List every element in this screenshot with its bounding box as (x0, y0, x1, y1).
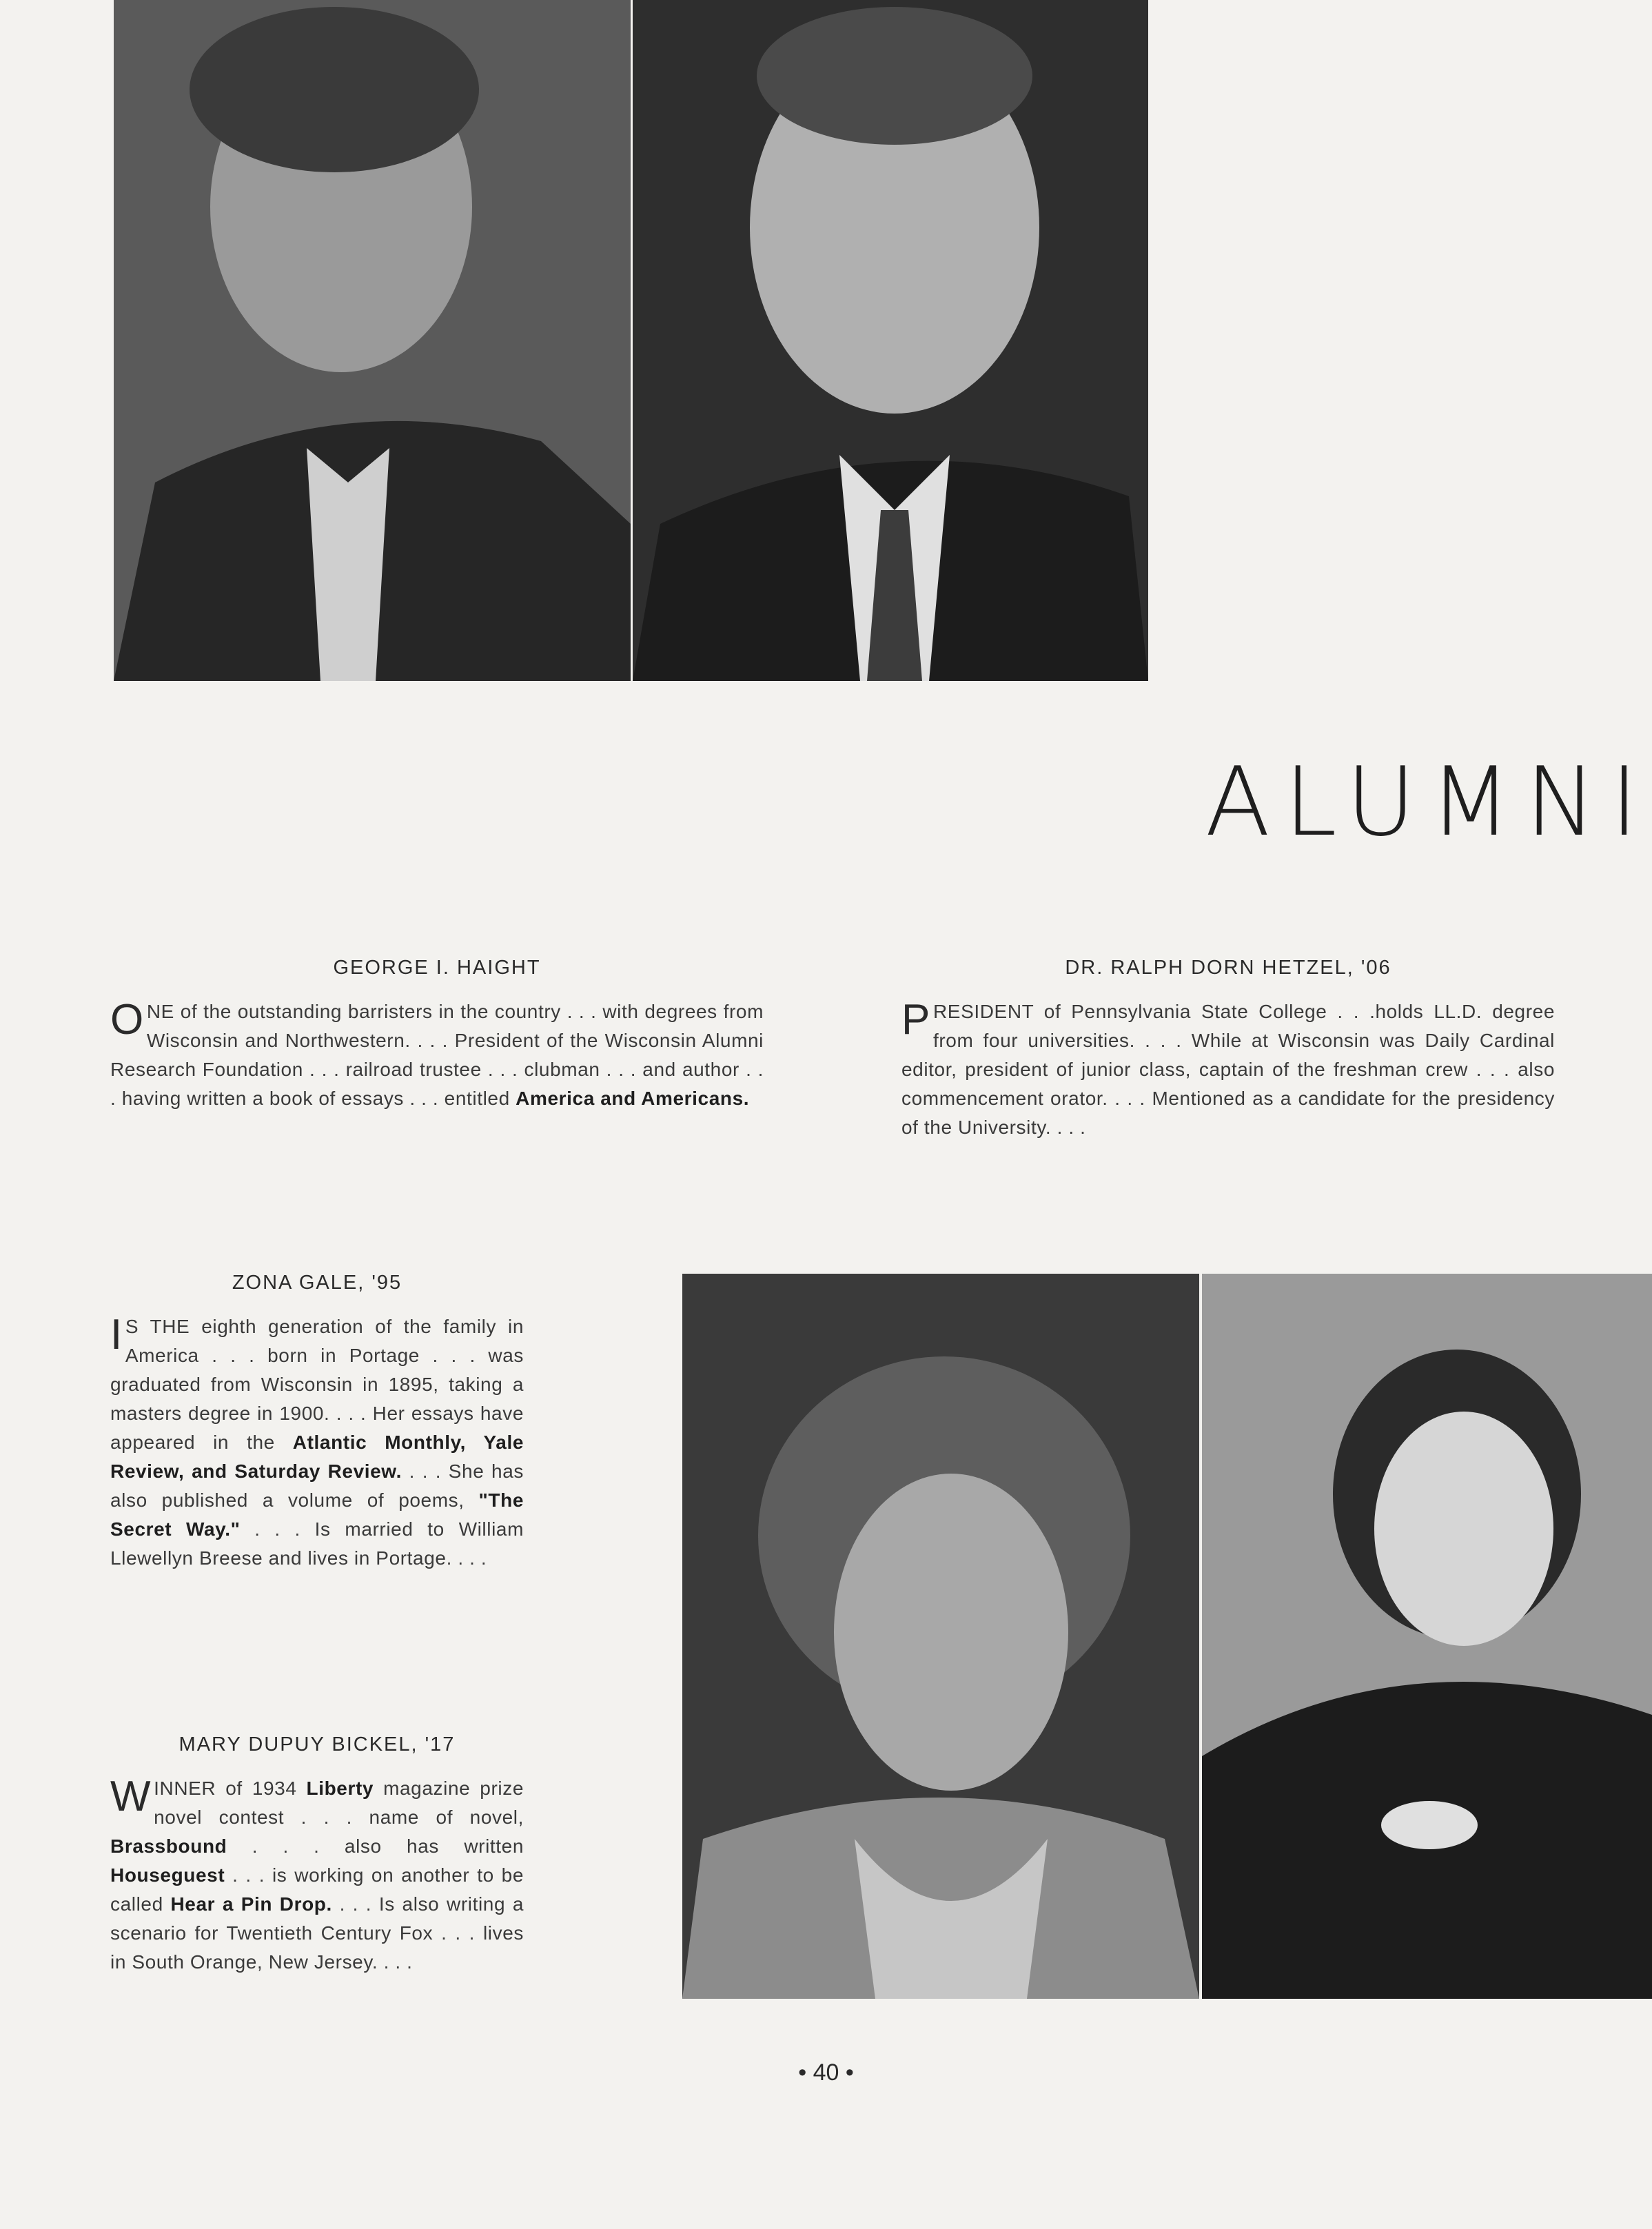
drop-cap: O (110, 996, 144, 1044)
bio-bickel (110, 1733, 524, 1977)
portrait-gale (682, 1274, 1199, 1999)
bio-text: ONE of the outstanding barristers in the country . . . with degrees from Wisconsin and Northwestern. . . . President of the Wisconsin Alumni Research Foundation . . . railroad trustee . . . clubman . . . and author . . . having written a book of essays . . . entitled America and Americans. (110, 996, 764, 1109)
drop-cap: I (110, 1311, 123, 1358)
bio-name: GEORGE I. HAIGHT (333, 957, 541, 979)
portrait-hetzel (633, 0, 1148, 681)
drop-cap: P (901, 996, 930, 1044)
bio-haight (110, 957, 764, 1113)
page-number: • 40 • (798, 2059, 854, 2086)
bio-name: MARY DUPUY BICKEL, '17 (179, 1733, 456, 1755)
bio-text: WINNER of 1934 Liberty magazine prize novel contest . . . name of novel, Brassbound . . . also has written Houseguest . . . is working on another to be called Hear a Pin Drop. . . . Is also writing a scenario for Twentieth Century Fox . . . lives in South Orange, New Jersey. . . . (110, 1773, 524, 1973)
portrait-bickel (1202, 1274, 1652, 1999)
section-heading: ALUMNI (1205, 746, 1652, 857)
bio-name: ZONA GALE, '95 (232, 1272, 402, 1294)
bio-text: PRESIDENT of Pennsylvania State College . . .holds LL.D. degree from four universities. . . . While at Wisconsin was Daily Cardinal editor, president of junior class, captain of the freshman crew . . . also commencement orator. . . . Mentioned as a candidate for the presidency of the University. . . . (901, 996, 1555, 1138)
portrait-haight (114, 0, 631, 681)
bio-hetzel (901, 957, 1555, 1142)
drop-cap: W (110, 1773, 152, 1820)
bio-gale (110, 1272, 524, 1573)
bio-text: I S THE eighth generation of the family in America . . . born in Portage . . . was graduated from Wisconsin in 1895, taking a masters degree in 1900. . . . Her essays have appeared in the Atlantic Monthly, Yale Review, and Saturday Review. . . . She has also published a volume of poems, "The Secret Way." . . . Is married to William Llewellyn Breese and lives in Portage. . . . (110, 1311, 524, 1569)
bio-name: DR. RALPH DORN HETZEL, '06 (1065, 957, 1391, 979)
